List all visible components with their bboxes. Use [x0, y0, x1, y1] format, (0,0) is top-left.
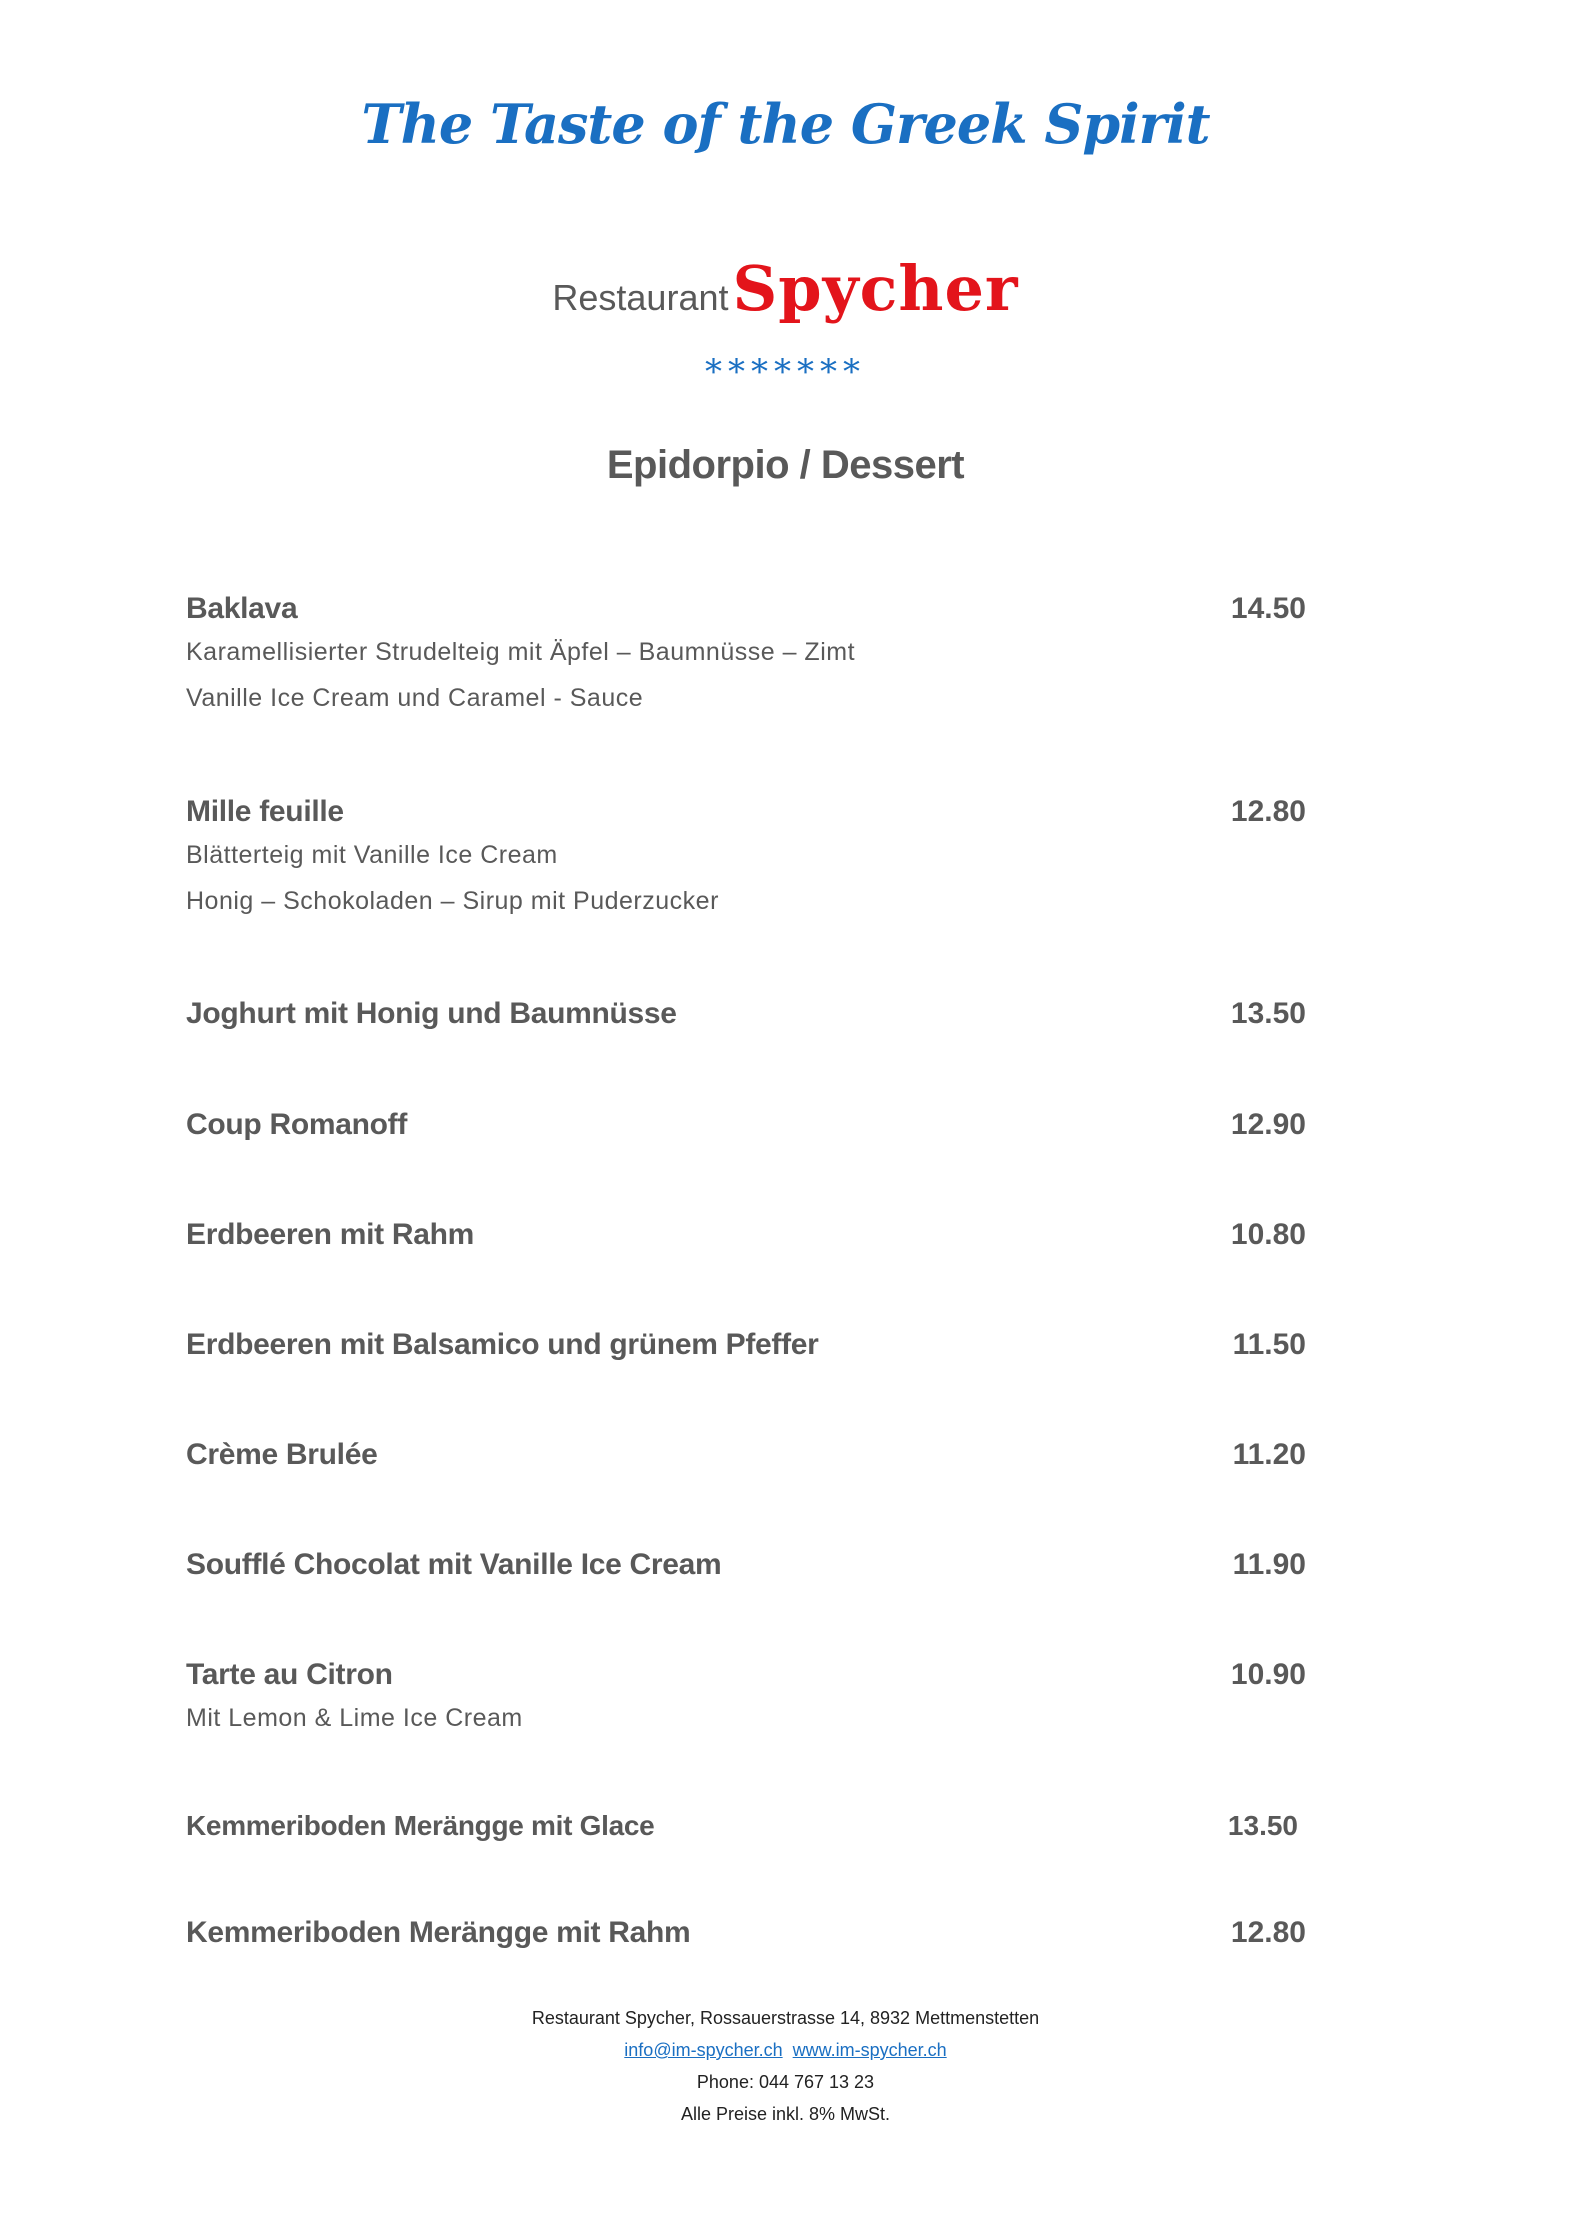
item-description: Karamellisierter Strudelteig mit Äpfel – Baumnüsse – Zimt: [186, 638, 856, 666]
menu-item-tarte-citron: [186, 1655, 1306, 1741]
item-price: 11.90: [1232, 1548, 1306, 1581]
restaurant-brand: [0, 252, 1571, 325]
menu-item-erdbeeren-balsamico: [186, 1325, 1306, 1365]
menu-item-baklava: [186, 589, 1306, 721]
item-price: 10.80: [1230, 1218, 1306, 1251]
item-name: Tarte au Citron: [186, 1658, 393, 1691]
menu-item-mille-feuille: [186, 792, 1306, 924]
menu-item-meraengge-glace: [186, 1806, 1306, 1846]
item-price: 11.50: [1232, 1328, 1306, 1361]
website-link[interactable]: www.im-spycher.ch: [792, 2040, 947, 2060]
menu-item-coup-romanoff: [186, 1105, 1306, 1145]
tagline: The Taste of the Greek Spirit: [361, 92, 1210, 156]
menu-item-meraengge-rahm: [186, 1913, 1306, 1953]
footer-phone: Phone: 044 767 13 23: [696, 2072, 875, 2092]
brand-logo-text: Spycher: [732, 252, 1019, 325]
item-name: Crème Brulée: [186, 1438, 378, 1471]
item-name: Soufflé Chocolat mit Vanille Ice Cream: [186, 1548, 722, 1581]
item-name: Coup Romanoff: [186, 1108, 408, 1141]
email-link[interactable]: info@im-spycher.ch: [624, 2040, 783, 2060]
section-title: Epidorpio / Dessert: [606, 443, 965, 487]
footer: [0, 2002, 1571, 2130]
menu-item-erdbeeren-rahm: [186, 1215, 1306, 1255]
item-name: Kemmeriboden Merängge mit Glace: [186, 1810, 655, 1841]
item-price: 12.80: [1230, 1916, 1306, 1949]
footer-address: Restaurant Spycher, Rossauerstrasse 14, 8932 Mettmenstetten: [531, 2008, 1040, 2028]
item-price: 11.20: [1232, 1438, 1306, 1471]
star-divider: *******: [705, 352, 866, 392]
item-description: Honig – Schokoladen – Sirup mit Puderzucker: [186, 887, 719, 915]
item-name: Baklava: [186, 592, 298, 625]
item-price: 13.50: [1230, 997, 1306, 1030]
menu-item-joghurt: [186, 994, 1306, 1034]
item-description: Blätterteig mit Vanille Ice Cream: [186, 841, 558, 869]
item-name: Kemmeriboden Merängge mit Rahm: [186, 1916, 691, 1949]
item-price: 10.90: [1230, 1658, 1306, 1691]
item-name: Mille feuille: [186, 795, 344, 828]
brand-prefix: Restaurant: [552, 277, 729, 318]
item-price: 12.90: [1230, 1108, 1306, 1141]
footer-links: [0, 2034, 1571, 2066]
menu-item-creme-brulee: [186, 1435, 1306, 1475]
menu-item-souffle: [186, 1545, 1306, 1585]
item-price: 14.50: [1230, 592, 1306, 625]
footer-vat-note: Alle Preise inkl. 8% MwSt.: [680, 2104, 891, 2124]
item-price: 13.50: [1227, 1810, 1298, 1841]
item-price: 12.80: [1230, 795, 1306, 828]
item-description: Mit Lemon & Lime Ice Cream: [186, 1704, 523, 1732]
item-name: Erdbeeren mit Balsamico und grünem Pfeffer: [186, 1328, 819, 1361]
item-name: Erdbeeren mit Rahm: [186, 1218, 475, 1251]
item-description: Vanille Ice Cream und Caramel - Sauce: [186, 684, 644, 712]
item-name: Joghurt mit Honig und Baumnüsse: [186, 997, 677, 1030]
